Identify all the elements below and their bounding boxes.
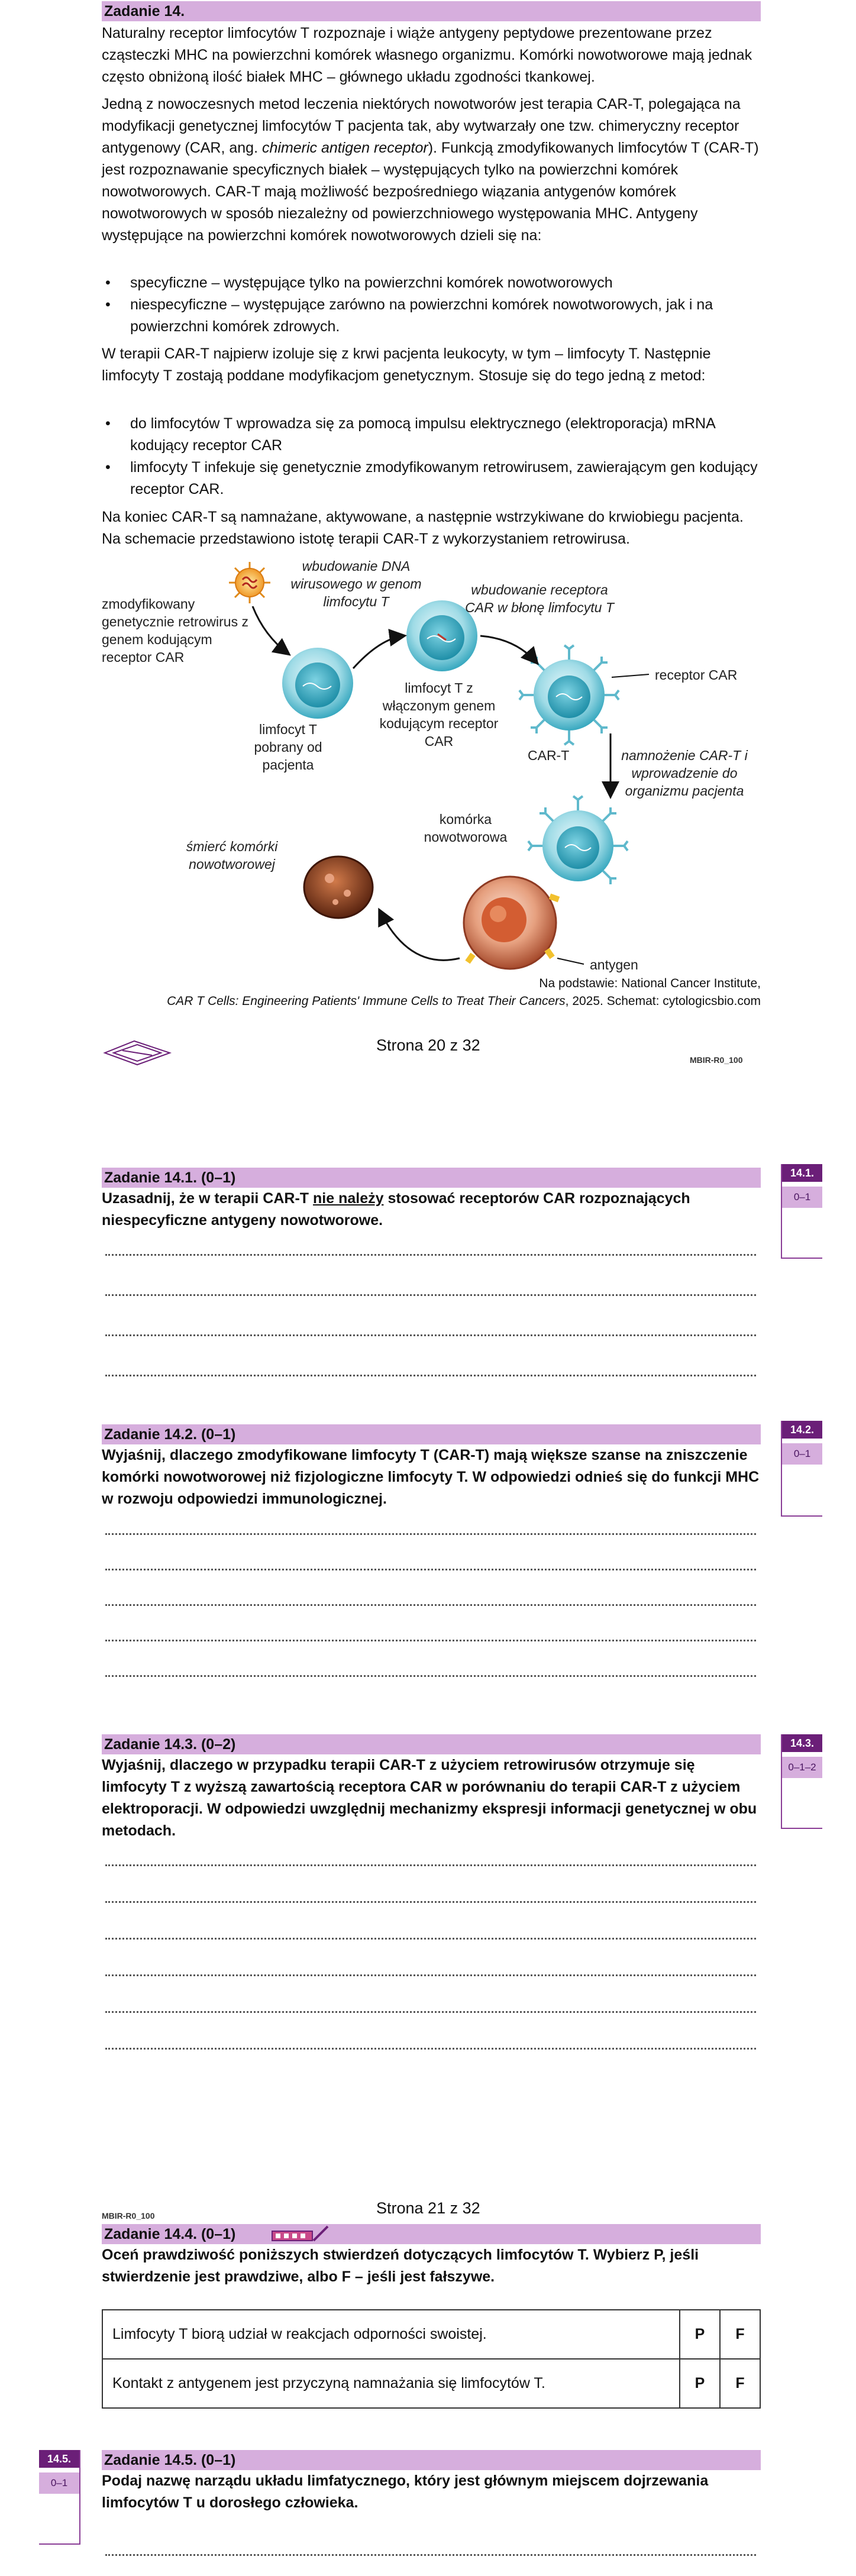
answer-line[interactable]: [105, 1569, 756, 1570]
label-retrovirus: zmodyfikowany genetycznie retrowirus z genem kodującym receptor CAR: [102, 596, 248, 665]
label-expansion: namnożenie CAR-T i wprowadzenie do organizmu pacjenta: [621, 748, 748, 799]
answer-line[interactable]: [105, 1604, 756, 1606]
score-box-14-3: 14.3. 0–1–2: [782, 1734, 822, 1778]
score-box-line: [39, 2543, 80, 2545]
exam-code: MBIR-R0_100: [690, 1055, 743, 1065]
option-f[interactable]: F: [720, 2359, 760, 2408]
answer-line[interactable]: [105, 1533, 756, 1535]
car-t-expanded-icon: [528, 796, 628, 884]
label-car-insert: wbudowanie receptora CAR w błonę limfocytu T: [465, 582, 614, 615]
bullet-retrovirus: • limfocyty T infekuje się genetycznie zmodyfikowanym retrowirusem, zawierającym gen kodujący receptor CAR.: [102, 457, 761, 500]
score-box-line: [79, 2450, 80, 2545]
q14-3-header: Zadanie 14.3. (0–2): [102, 1734, 761, 1754]
q14-5-header: Zadanie 14.5. (0–1): [102, 2450, 761, 2470]
table-row: [102, 2359, 760, 2408]
answer-line[interactable]: [105, 1640, 756, 1641]
answer-line[interactable]: [105, 2554, 756, 2556]
source-citation: Na podstawie: National Cancer Institute, CAR T Cells: Engineering Patients' Immune Cells to Treat Their Cancers, 2025. Schemat: cytologicsbio.com: [167, 977, 761, 1008]
q14-2-text: Wyjaśnij, dlaczego zmodyfikowane limfocyty T (CAR-T) mają większe szanse na zniszczenie komórki nowotworowej niż fizjologiczne limfocyty T. W odpowiedzi odnieś się do funkcji MHC w rozwoju odpowiedzi immunologicznej.: [102, 1447, 760, 1507]
option-p[interactable]: P: [680, 2310, 720, 2359]
statement-cell: Kontakt z antygenem jest przyczyną namnażania się limfocytów T.: [102, 2359, 680, 2408]
exam-code: MBIR-R0_100: [102, 2211, 155, 2221]
answer-line[interactable]: [105, 1294, 756, 1296]
method-paragraph: Jedną z nowoczesnych metod leczenia niektórych nowotworów jest terapia CAR-T, polegająca na modyfikacji genetycznej limfocytów T pacjenta tak, aby wytwarzały one tzw. chimeryczny receptor antygenowy (CAR, ang. chimeric antigen receptor). Funkcją zmodyfikowanych limfocytów T (CAR-T) jest rozpoznawanie specyficznych białek – występujących tylko na powierzchni komórek nowotworowych. CAR-T mają możliwość bezpośredniego wiązania antygenów komórek nowotworowych w sposób niezależny od powierzchniowego występowania MHC. Antygeny występujące na powierzchni komórek nowotworowych dzieli się na:: [102, 96, 759, 244]
bullet-specific: • specyficzne – występujące tylko na powierzchni komórek nowotworowych: [102, 272, 761, 294]
table-row: [102, 2310, 760, 2359]
label-t-cell: limfocyt T pobrany od pacjenta: [254, 722, 322, 773]
score-box-14-5: 14.5. 0–1: [39, 2450, 79, 2494]
task-header: Zadanie 14.: [102, 1, 761, 21]
answer-line[interactable]: [105, 1675, 756, 1677]
tumor-cell-icon: [464, 877, 560, 969]
answer-line[interactable]: [105, 1938, 756, 1940]
pencil-icon: [271, 2225, 330, 2243]
answer-line[interactable]: [105, 1254, 756, 1256]
bullet-electroporation: • do limfocytów T wprowadza się za pomocą impulsu elektrycznego (elektroporacja) mRNA kodujący receptor CAR: [102, 413, 761, 457]
t-cell-icon: [282, 648, 353, 719]
label-t-cell-gene: limfocyt T z włączonym genem kodującym receptor CAR: [379, 680, 499, 749]
answer-line[interactable]: [105, 1864, 756, 1866]
score-box-line: [781, 1164, 782, 1259]
intro-paragraph: Naturalny receptor limfocytów T rozpoznaje i wiąże antygeny peptydowe prezentowane przez cząsteczki MHC na powierzchni komórek własnego organizmu. Komórki nowotworowe mają jednak często obniżoną ilość białek MHC – głównego układu zgodności tkankowej.: [102, 25, 752, 85]
car-t-diagram: [102, 556, 761, 970]
therapy-paragraph: W terapii CAR-T najpierw izoluje się z krwi pacjenta leukocyty, w tym – limfocyty T. Następnie limfocyty T zostają poddane modyfikacjom genetycznym. Stosuje się do tego jedną z metod:: [102, 345, 711, 384]
score-box-line: [781, 1421, 782, 1517]
score-box-14-2: 14.2. 0–1: [782, 1421, 822, 1465]
q14-2-header: Zadanie 14.2. (0–1): [102, 1424, 761, 1444]
final-paragraph: Na koniec CAR-T są namnażane, aktywowane, a następnie wstrzykiwane do krwiobiegu pacjenta. Na schemacie przedstawiono istotę terapii CAR-T z wykorzystaniem retrowirusa.: [102, 509, 744, 547]
q14-3-text: Wyjaśnij, dlaczego w przypadku terapii CAR-T z użyciem retrowirusów otrzymuje się limfocyty T z wyższą zawartością receptora CAR w porównaniu do terapii CAR-T z użyciem elektroporacji. W odpowiedzi uwzględnij mechanizmy ekspresji informacji genetycznej w obu metodach.: [102, 1757, 757, 1839]
page-number-21: Strona 21 z 32: [376, 2199, 480, 2217]
exam-logo-icon: [102, 1036, 173, 1066]
option-p[interactable]: P: [680, 2359, 720, 2408]
label-tumor-cell: komórka nowotworowa: [424, 812, 508, 845]
label-antigen: antygen: [590, 957, 638, 972]
score-box-line: [781, 1828, 822, 1829]
answer-line[interactable]: [105, 2011, 756, 2013]
page-number-20: Strona 20 z 32: [376, 1036, 480, 1054]
answer-line[interactable]: [105, 2048, 756, 2050]
q14-1-text: Uzasadnij, że w terapii CAR-T nie należy stosować receptorów CAR rozpoznających niespecyficzne antygeny nowotworowe.: [102, 1190, 690, 1229]
answer-line[interactable]: [105, 1901, 756, 1903]
antigen-leader-line: [557, 958, 584, 964]
label-receptor: receptor CAR: [655, 667, 738, 683]
score-box-line: [781, 1734, 782, 1829]
q14-4-header: Zadanie 14.4. (0–1): [102, 2224, 761, 2244]
option-f[interactable]: F: [720, 2310, 760, 2359]
label-dna-insert: wbudowanie DNA wirusowego w genom limfocytu T: [290, 558, 422, 609]
label-tumor-death: śmierć komórki nowotworowej: [186, 839, 278, 872]
answer-line[interactable]: [105, 1375, 756, 1376]
dead-tumor-cell-icon: [304, 856, 373, 918]
q14-4-text: Oceń prawdziwość poniższych stwierdzeń dotyczących limfocytów T. Wybierz P, jeśli stwierdzenie jest prawdziwe, albo F – jeśli jest fałszywe.: [102, 2247, 699, 2285]
bullet-nonspecific: • niespecyficzne – występujące zarówno na powierzchni komórek nowotworowych, jak i na powierzchni komórek zdrowych.: [102, 294, 761, 338]
score-box-14-1: 14.1. 0–1: [782, 1164, 822, 1208]
true-false-table: [102, 2309, 761, 2409]
answer-line[interactable]: [105, 1334, 756, 1336]
answer-line[interactable]: [105, 1974, 756, 1976]
receptor-leader-line: [612, 674, 649, 677]
q14-1-header: Zadanie 14.1. (0–1): [102, 1168, 761, 1188]
score-box-line: [781, 1258, 822, 1259]
score-box-line: [781, 1515, 822, 1517]
statement-cell: Limfocyty T biorą udział w reakcjach odporności swoistej.: [102, 2310, 680, 2359]
label-car-t: CAR-T: [528, 748, 570, 763]
q14-5-text: Podaj nazwę narządu układu limfatycznego, który jest głównym miejscem dojrzewania limfocytów T u dorosłego człowieka.: [102, 2472, 709, 2511]
